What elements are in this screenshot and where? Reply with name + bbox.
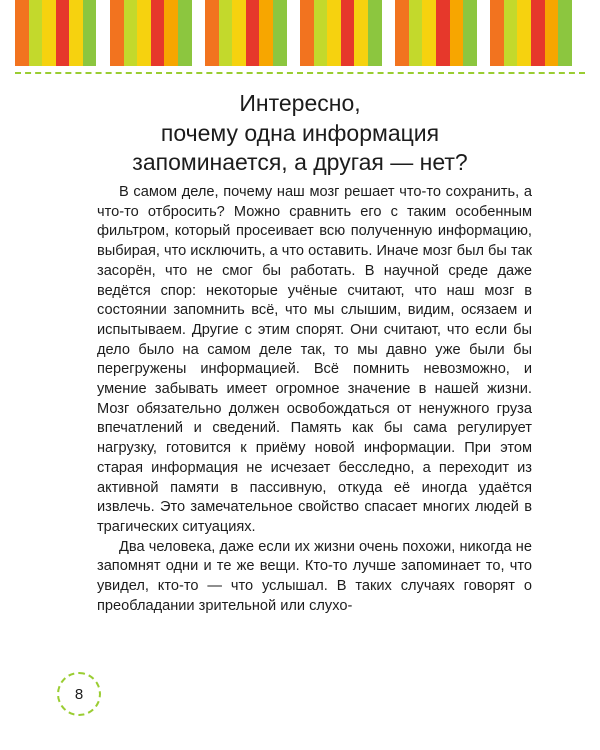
- header-stripe: [490, 0, 504, 66]
- header-stripe: [300, 0, 314, 66]
- header-stripe: [558, 0, 572, 66]
- header-stripe: [273, 0, 287, 66]
- header-stripe: [477, 0, 491, 66]
- header-stripe: [192, 0, 206, 66]
- header-stripe: [572, 0, 586, 66]
- header-stripe: [341, 0, 355, 66]
- header-stripe: [96, 0, 110, 66]
- header-stripe: [232, 0, 246, 66]
- header-stripe: [422, 0, 436, 66]
- header-stripe: [205, 0, 219, 66]
- header-stripe: [531, 0, 545, 66]
- header-stripes: [15, 0, 585, 66]
- header-stripe: [29, 0, 43, 66]
- paragraph: Два человека, даже если их жизни очень похожи, никогда не запомнят одни и те же вещи. Кто-то лучше запоминает то, что увидел, кто-то — что услышал. В таких случаях говорят о преобладании зрительной или слухо-: [97, 538, 532, 614]
- header-stripe: [42, 0, 56, 66]
- title-line: запоминается, а другая — нет?: [132, 149, 468, 175]
- header-stripe: [259, 0, 273, 66]
- header-stripe: [69, 0, 83, 66]
- header-stripe: [327, 0, 341, 66]
- header-stripe: [178, 0, 192, 66]
- header-stripe: [436, 0, 450, 66]
- header-stripe: [124, 0, 138, 66]
- page-number: 8: [74, 685, 84, 703]
- header-stripe: [450, 0, 464, 66]
- header-stripe: [382, 0, 396, 66]
- header-stripe: [504, 0, 518, 66]
- header-stripe: [164, 0, 178, 66]
- title-line: почему одна информация: [160, 119, 440, 146]
- header-stripe: [463, 0, 477, 66]
- body-text: [97, 183, 532, 616]
- header-stripe: [368, 0, 382, 66]
- page-title: [100, 89, 500, 178]
- header-stripe: [110, 0, 124, 66]
- header-stripe: [219, 0, 233, 66]
- header-stripe: [517, 0, 531, 66]
- header-stripe: [545, 0, 559, 66]
- header-stripe: [83, 0, 97, 66]
- header-stripe: [314, 0, 328, 66]
- header-stripe: [395, 0, 409, 66]
- header-stripe: [137, 0, 151, 66]
- header-stripe: [56, 0, 70, 66]
- header-stripe: [246, 0, 260, 66]
- header-stripe: [15, 0, 29, 66]
- header-stripe: [354, 0, 368, 66]
- header-stripe: [409, 0, 423, 66]
- paragraph: В самом деле, почему наш мозг решает что-то сохранить, а что-то отбросить? Можно сравнить его с таким особенным фильтром, который просеивает всю полученную информацию, выбирая, что исключить, а что оставить. Иначе мозг был бы так засорён, что не смог бы работать. В научной среде даже ведётся спор: некоторые учёные считают, что наш мозг в состоянии запомнить всё, что мы слышим, видим, осязаем и испытываем. Другие с этим спорят. Они считают, что если бы дело было на самом деле так, то мы давно уже были бы перегружены информацией. Всё помнить невозможно, и умение забывать имеет огромное значение в нашей жизни. Мозг обязательно должен освобождаться от ненужного груза впечатлений и сведений. Память как бы сама регулирует нагрузку, готовится к приёму новой информации. При этом старая информация не исчезает бесследно, а переходит из активной памяти в пассивную, откуда её иногда удаётся извлечь. Это замечательное свойство спасает многих людей в трагических ситуациях.: [97, 184, 532, 535]
- header-stripe: [151, 0, 165, 66]
- title-line: Интересно,: [239, 90, 361, 116]
- header-stripe: [287, 0, 301, 66]
- page-number-badge: [57, 672, 101, 716]
- header-divider: [15, 72, 585, 74]
